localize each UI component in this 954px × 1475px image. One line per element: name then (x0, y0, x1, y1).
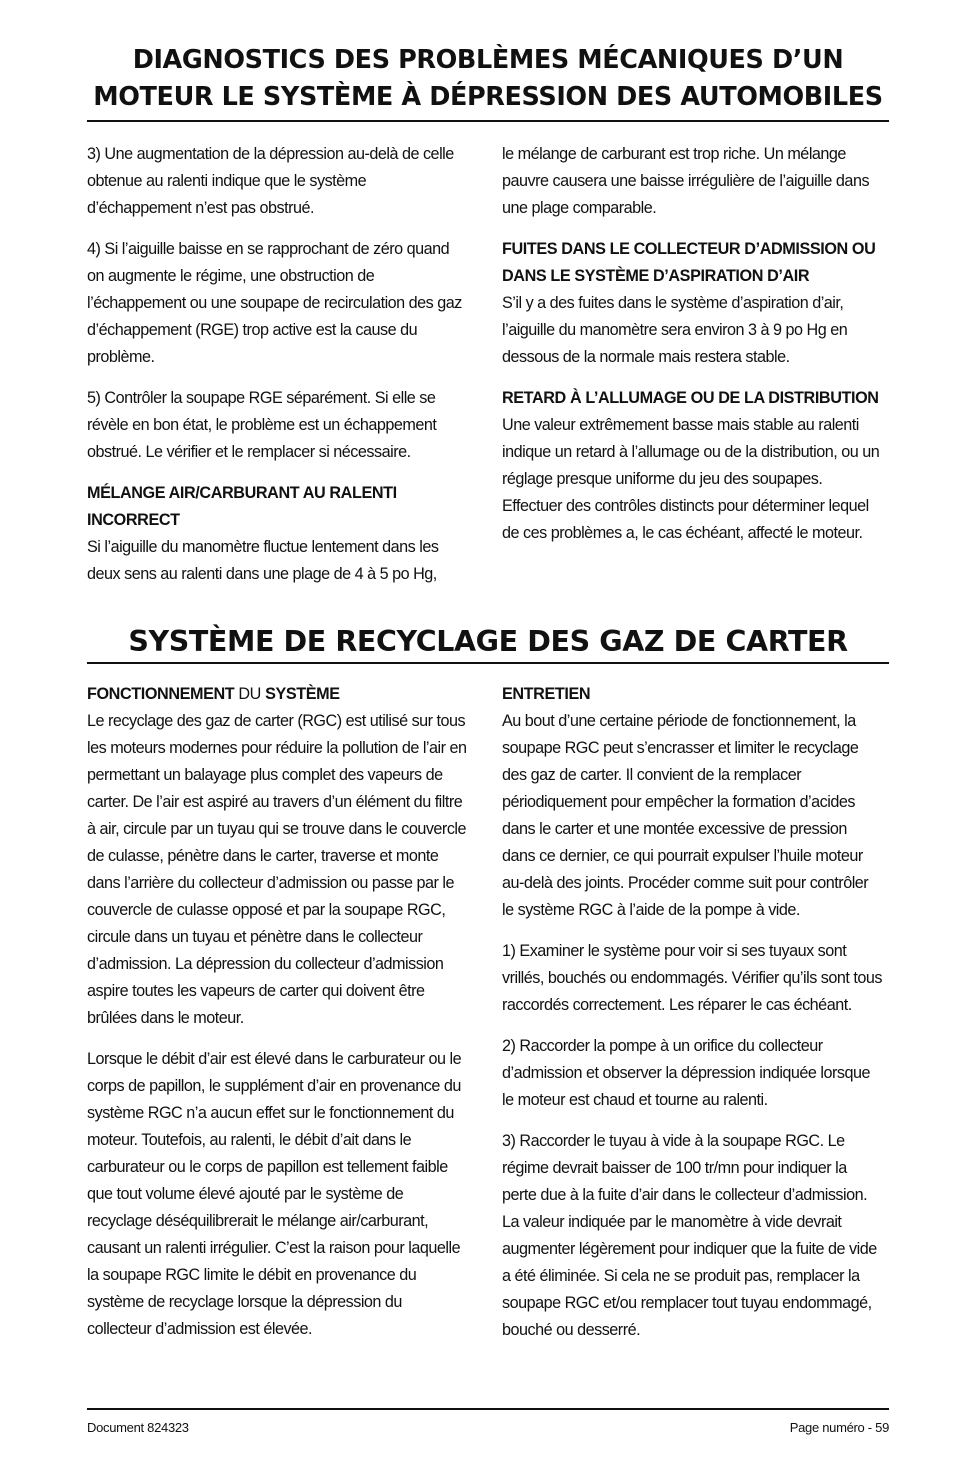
section1-left-column (87, 141, 467, 602)
paragraph-melange-continued: le mélange de carburant est trop riche. Un mélange pauvre causera une baisse irrégulière de l’aiguille dans une plage comparable. (502, 145, 870, 217)
section2-left-column (87, 681, 467, 1357)
page-number: Page numéro - 59 (789, 1420, 889, 1435)
paragraph-entretien: Au bout d’une certaine période de fonctionnement, la soupape RGC peut s’encrasser et limiter le recyclage des gaz de carter. Il convient de la remplacer périodiquement pour empêcher la formation d’acides dans le carter et une montée excessive de pression dans ce dernier, ce qui pourrait expulser l’huile moteur au-delà des joints. Procéder comme suit pour contrôler le système RGC à l’aide de la pompe à vide. (502, 712, 869, 919)
document-number: Document 824323 (87, 1420, 189, 1435)
paragraph-entretien-step-1: 1) Examiner le système pour voir si ses tuyaux sont vrillés, bouchés ou endommagés. Vérifier qu’ils sont tous raccordés correctement. Les réparer le cas échéant. (502, 942, 882, 1014)
page-title-line-2: MOTEUR LE SYSTÈME À DÉPRESSION DES AUTOMOBILES (93, 82, 883, 112)
paragraph-entretien-step-2: 2) Raccorder la pompe à un orifice du collecteur d’admission et observer la dépression indiquée lorsque le moteur est chaud et tourne au ralenti. (502, 1037, 871, 1109)
footer-divider (87, 1408, 889, 1410)
paragraph-step-4: 4) Si l’aiguille baisse en se rapprochant de zéro quand on augmente le régime, une obstruction de l’échappement ou une soupape de recirculation des gaz d’échappement (RGE) trop active est la cause du problème. (87, 240, 462, 366)
paragraph-fuites: S’il y a des fuites dans le système d’aspiration d’air, l’aiguille du manomètre sera environ 3 à 9 po Hg en dessous de la normale mais restera stable. (502, 294, 848, 366)
section2-right-column (502, 681, 882, 1358)
page-title-line-1: DIAGNOSTICS DES PROBLÈMES MÉCANIQUES D’UN (132, 45, 844, 75)
heading-fonctionnement-part-1: FONCTIONNEMENT (87, 685, 235, 703)
heading-melange: MÉLANGE AIR/CARBURANT AU RALENTI INCORRECT (87, 484, 397, 529)
section1-right-column (502, 141, 882, 561)
paragraph-step-3: 3) Une augmentation de la dépression au-delà de celle obtenue au ralenti indique que le système d’échappement n’est pas obstrué. (87, 145, 454, 217)
page-title (87, 42, 889, 116)
paragraph-retard: Une valeur extrêmement basse mais stable au ralenti indique un retard à l’allumage ou de la distribution, ou un réglage presque uniforme du jeu des soupapes. Effectuer des contrôles distincts pour déterminer lequel de ces problèmes a, le cas échéant, affecté le moteur. (502, 416, 880, 542)
heading-fonctionnement-part-2: DU (234, 685, 266, 703)
section-title-rgc: SYSTÈME DE RECYCLAGE DES GAZ DE CARTER (128, 625, 848, 658)
heading-fonctionnement (87, 681, 467, 708)
heading-entretien: ENTRETIEN (502, 685, 591, 703)
title-divider (87, 120, 889, 122)
paragraph-step-5: 5) Contrôler la soupape RGE séparément. Si elle se révèle en bon état, le problème est un échappement obstrué. Le vérifier et le remplacer si nécessaire. (87, 389, 437, 461)
heading-retard: RETARD À L’ALLUMAGE OU DE LA DISTRIBUTION (502, 389, 879, 407)
paragraph-fonctionnement-2: Lorsque le débit d’air est élevé dans le carburateur ou le corps de papillon, le supplément d’air en provenance du système RGC n’a aucun effet sur le fonctionnement du moteur. Toutefois, au ralenti, le débit d’ait dans le carburateur ou le corps de papillon est tellement faible que tout volume élevé ajouté par le système de recyclage déséquilibrerait le mélange air/carburant, causant un ralenti irrégulier. C’est la raison pour laquelle la soupape RGC limite le débit en provenance du système de recyclage lorsque la dépression du collecteur d’admission est élevée. (87, 1050, 462, 1338)
section-divider (87, 662, 889, 664)
paragraph-fonctionnement-1: Le recyclage des gaz de carter (RGC) est utilisé sur tous les moteurs modernes pour réduire la pollution de l’air en permettant un balayage plus complet des vapeurs de carter. De l’air est aspiré au travers d’un élément du filtre à air, circule par un tuyau qui se trouve dans le couvercle de culasse, pénètre dans le carter, traverse et monte dans l’arrière du collecteur d’admission ou passe par le couvercle de culasse opposé et par la soupape RGC, circule dans un tuyau et pénètre dans le collecteur d’admission. La dépression du collecteur d’admission aspire toutes les vapeurs de carter qui doivent être brûlées dans le moteur. (87, 712, 467, 1027)
heading-fuites: FUITES DANS LE COLLECTEUR D’ADMISSION OU DANS LE SYSTÈME D’ASPIRATION D’AIR (502, 240, 876, 285)
paragraph-melange: Si l’aiguille du manomètre fluctue lentement dans les deux sens au ralenti dans une plage de 4 à 5 po Hg, (87, 538, 439, 583)
heading-fonctionnement-part-3: SYSTÈME (265, 685, 340, 703)
paragraph-entretien-step-3: 3) Raccorder le tuyau à vide à la soupape RGC. Le régime devrait baisser de 100 tr/mn pour indiquer la perte due à la fuite d’air dans le collecteur d’admission. La valeur indiquée par le manomètre à vide devrait augmenter légèrement pour indiquer que la fuite de vide a été éliminée. Si cela ne se produit pas, remplacer la soupape RGC et/ou remplacer tout tuyau endommagé, bouché ou desserré. (502, 1132, 877, 1339)
document-page (87, 0, 889, 1475)
